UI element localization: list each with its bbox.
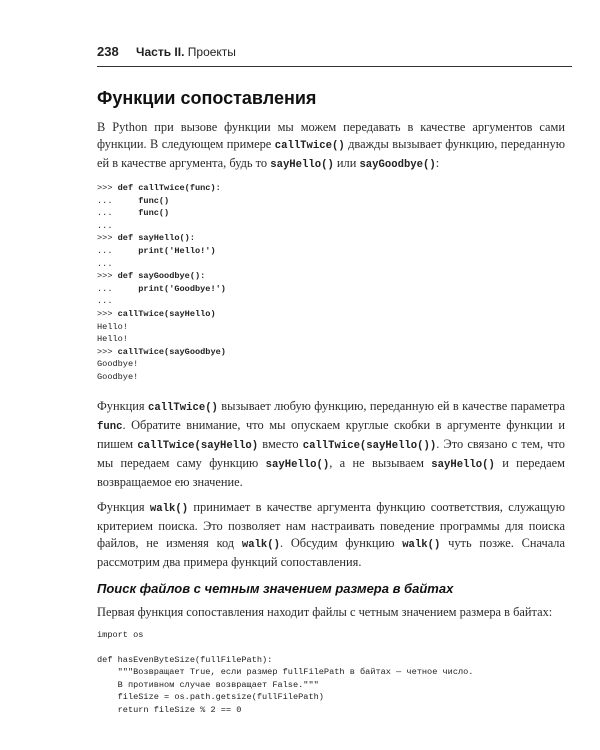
paragraph-intro: В Python при вызове функции мы можем передавать в качестве аргументов сами функции. В следующем примере callTwice() дважды вызывает функцию, переданную ей в качестве аргумента, будь то sayHello() или sayGoodbye(): [97, 120, 565, 171]
inline-code: sayHello() [431, 458, 495, 471]
header-rule [97, 66, 572, 67]
inline-code: walk() [402, 538, 441, 551]
code-block-interactive: >>> def callTwice(func): ... func() ... func() ... >>> def sayHello(): ... print('Hello!') ... >>> def sayGoodbye(): ... print('Goodbye!') ... >>> callTwice(sayHello) Hello! Hello! >>> callTwice(sayGoodbye) Goodbye! Goodbye! [97, 183, 226, 382]
page-number: 238 [97, 44, 119, 59]
page-content [97, 88, 565, 731]
section-title: Функции сопоставления [97, 88, 317, 108]
inline-code: sayHello() [270, 159, 334, 171]
code-block-haseven: import os def hasEvenByteSize(fullFilePath): """Возвращает True, если размер fullFilePath в байтах — четное число. В противном случае возвращает False.""" fileSize = os.path.getsize(fullFilePath) return fileSize % 2 == 0 [97, 629, 474, 716]
paragraph-first-matcher: Первая функция сопоставления находит файлы с четным значением размера в байтах: [97, 604, 553, 619]
page-header [97, 44, 567, 59]
inline-code: callTwice() [147, 401, 218, 414]
subsection-title: Поиск файлов с четным значением размера в байтах [97, 580, 454, 596]
part-title: Проекты [187, 45, 236, 59]
paragraph-calltwice-explanation: Функция callTwice() вызывает любую функцию, переданную ей в качестве параметра func. Обратите внимание, что мы опускаем круглые скобки в аргументе функции и пишем callTwice(sayHello) вместо callTwice(sayHello()). Это связано с тем, что мы передаем саму функцию sayHello(), а не вызываем sayHello() и передаем возвращаемое ею значение. [97, 398, 565, 489]
inline-code: callTwice(sayHello()) [302, 439, 437, 452]
inline-code: callTwice() [274, 140, 345, 152]
inline-code: walk() [241, 538, 280, 551]
inline-code: sayHello() [265, 458, 330, 471]
inline-code: walk() [149, 502, 189, 515]
inline-code: sayGoodbye() [359, 159, 436, 171]
inline-code: func [97, 420, 123, 433]
inline-code: callTwice(sayHello) [137, 439, 259, 452]
part-label: Часть II. [136, 45, 185, 59]
paragraph-walk: Функция walk() принимает в качестве аргумента функцию соответствия, служащую критерием поиска. Это позволяет нам настраивать поведение программы для поиска файлов, не изменяя код walk(). Обсудим функцию walk() чуть позже. Сначала рассмотрим два примера функций сопоставления. [97, 499, 565, 569]
